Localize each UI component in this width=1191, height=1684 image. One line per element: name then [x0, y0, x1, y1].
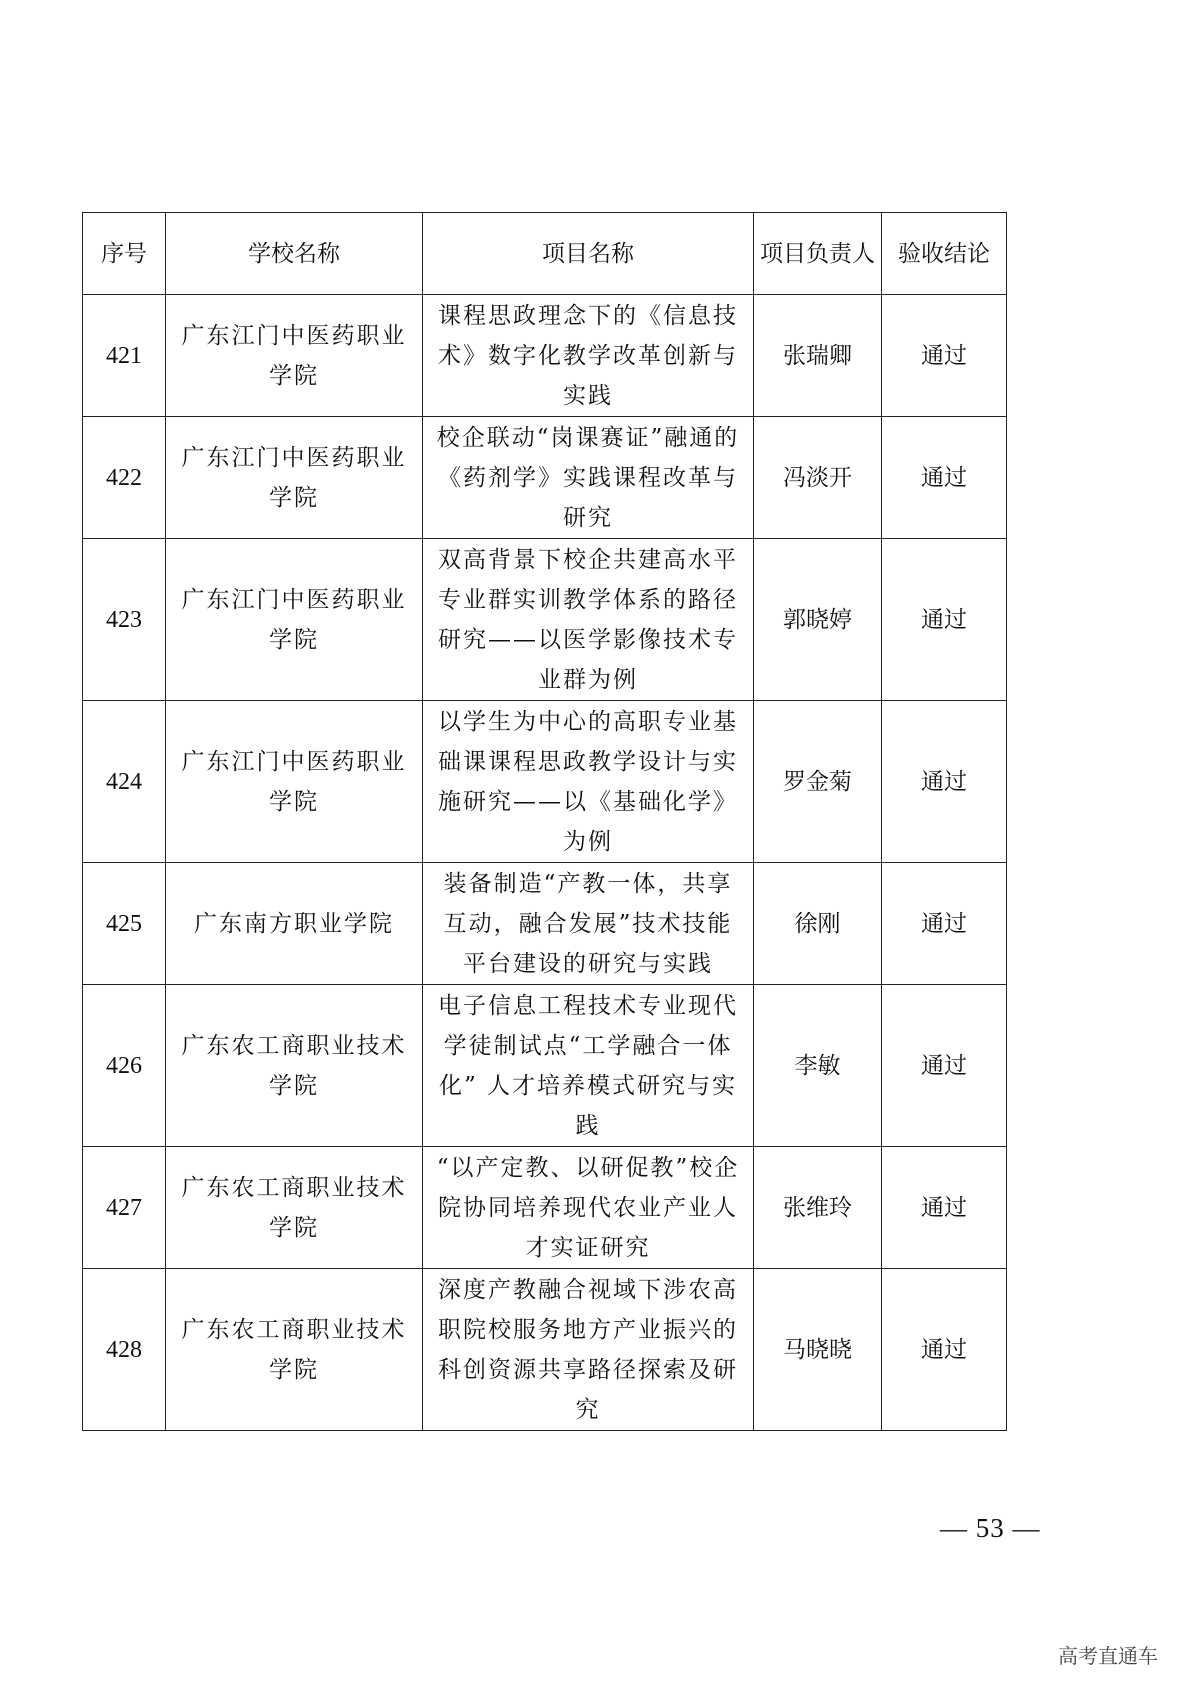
cell-project: 课程思政理念下的《信息技术》数字化教学改革创新与实践	[423, 295, 754, 417]
table-row	[83, 1147, 1007, 1269]
cell-index: 424	[83, 701, 166, 863]
header-school: 学校名称	[166, 213, 423, 295]
results-table	[82, 212, 1007, 1431]
table-row	[83, 295, 1007, 417]
cell-school: 广东江门中医药职业学院	[166, 701, 423, 863]
cell-index: 428	[83, 1269, 166, 1431]
table-row	[83, 701, 1007, 863]
cell-conclusion: 通过	[882, 295, 1007, 417]
cell-index: 422	[83, 417, 166, 539]
cell-project: 以学生为中心的高职专业基础课课程思政教学设计与实施研究——以《基础化学》为例	[423, 701, 754, 863]
cell-leader: 冯淡开	[754, 417, 882, 539]
table-header-row	[83, 213, 1007, 295]
cell-index: 421	[83, 295, 166, 417]
cell-leader: 徐刚	[754, 863, 882, 985]
cell-leader: 张瑞卿	[754, 295, 882, 417]
cell-school: 广东农工商职业技术学院	[166, 1147, 423, 1269]
cell-leader: 郭晓婷	[754, 539, 882, 701]
watermark-text: 高考直通车	[1058, 1644, 1158, 1668]
table-row	[83, 863, 1007, 985]
header-project: 项目名称	[423, 213, 754, 295]
cell-conclusion: 通过	[882, 539, 1007, 701]
cell-conclusion: 通过	[882, 701, 1007, 863]
cell-conclusion: 通过	[882, 1269, 1007, 1431]
table-row	[83, 539, 1007, 701]
cell-leader: 张维玲	[754, 1147, 882, 1269]
cell-project: 校企联动“岗课赛证”融通的《药剂学》实践课程改革与研究	[423, 417, 754, 539]
cell-school: 广东江门中医药职业学院	[166, 539, 423, 701]
cell-school: 广东农工商职业技术学院	[166, 1269, 423, 1431]
cell-project: 装备制造“产教一体，共享互动，融合发展”技术技能平台建设的研究与实践	[423, 863, 754, 985]
cell-project: 深度产教融合视域下涉农高职院校服务地方产业振兴的科创资源共享路径探索及研究	[423, 1269, 754, 1431]
cell-index: 426	[83, 985, 166, 1147]
results-table-container	[82, 212, 1006, 1431]
cell-school: 广东南方职业学院	[166, 863, 423, 985]
table-row	[83, 1269, 1007, 1431]
cell-conclusion: 通过	[882, 863, 1007, 985]
cell-project: “以产定教、以研促教”校企院协同培养现代农业产业人才实证研究	[423, 1147, 754, 1269]
header-index: 序号	[83, 213, 166, 295]
page-number: — 53 —	[940, 1513, 1041, 1543]
cell-school: 广东江门中医药职业学院	[166, 417, 423, 539]
table-row	[83, 417, 1007, 539]
cell-leader: 马晓晓	[754, 1269, 882, 1431]
cell-project: 双高背景下校企共建高水平专业群实训教学体系的路径研究——以医学影像技术专业群为例	[423, 539, 754, 701]
cell-school: 广东江门中医药职业学院	[166, 295, 423, 417]
cell-index: 423	[83, 539, 166, 701]
cell-conclusion: 通过	[882, 1147, 1007, 1269]
cell-conclusion: 通过	[882, 985, 1007, 1147]
cell-school: 广东农工商职业技术学院	[166, 985, 423, 1147]
header-leader: 项目负责人	[754, 213, 882, 295]
cell-index: 425	[83, 863, 166, 985]
table-row	[83, 985, 1007, 1147]
cell-leader: 罗金菊	[754, 701, 882, 863]
header-conclusion: 验收结论	[882, 213, 1007, 295]
cell-conclusion: 通过	[882, 417, 1007, 539]
cell-index: 427	[83, 1147, 166, 1269]
cell-project: 电子信息工程技术专业现代学徒制试点“工学融合一体化” 人才培养模式研究与实践	[423, 985, 754, 1147]
cell-leader: 李敏	[754, 985, 882, 1147]
